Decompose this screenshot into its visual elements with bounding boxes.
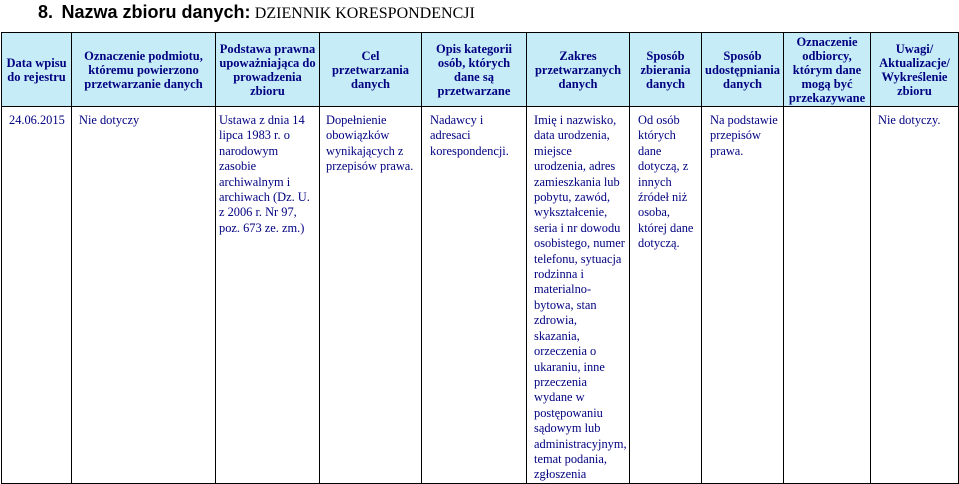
header-row — [2, 33, 959, 107]
cell-recipients — [784, 107, 871, 484]
section-number: 8. — [38, 2, 54, 22]
cell-purpose: Dopełnienie obowiązków wynikających z przepisów prawa. — [320, 107, 422, 484]
header-entry-date: Data wpisu do rejestru — [2, 33, 72, 107]
cell-data-scope: Imię i nazwisko, data urodzenia, miejsce urodzenia, adres zamieszkania lub pobytu, zawód, wykształcenie, seria i nr dowodu osobistego, numer telefonu, sytuacja rodzinna i materialno-bytowa, stan zdrowia, skazania, orzeczenia o ukaraniu, inne przeczenia wydane w postępowaniu sądowym lub administracyjnym, temat podania, zgłoszenia — [527, 107, 630, 484]
table-row — [2, 107, 959, 484]
cell-collection: Od osób których dane dotyczą, z innych źródeł niż osoba, której dane dotyczą. — [630, 107, 702, 484]
section-heading — [38, 2, 475, 24]
header-collection: Sposób zbierania danych — [630, 33, 702, 107]
cell-categories: Nadawcy i adresaci korespondencji. — [422, 107, 527, 484]
section-label: Nazwa zbioru danych: — [61, 2, 251, 22]
register-table — [1, 32, 959, 484]
header-data-scope: Zakres przetwarzanych danych — [527, 33, 630, 107]
cell-remarks: Nie dotyczy. — [871, 107, 959, 484]
cell-processor: Nie dotyczy — [72, 107, 216, 484]
header-processor: Oznaczenie podmiotu, któremu powierzono przetwarzanie danych — [72, 33, 216, 107]
header-recipients: Oznaczenie odbiorcy, którym dane mogą być przekazywane — [784, 33, 871, 107]
header-categories: Opis kategorii osób, których dane są przetwarzane — [422, 33, 527, 107]
cell-entry-date: 24.06.2015 — [2, 107, 72, 484]
header-purpose: Cel przetwarzania danych — [320, 33, 422, 107]
cell-disclosure: Na podstawie przepisów prawa. — [702, 107, 784, 484]
header-remarks: Uwagi/ Aktualizacje/ Wykreślenie zbioru — [871, 33, 959, 107]
header-disclosure: Sposób udostępniania danych — [702, 33, 784, 107]
cell-legal-basis: Ustawa z dnia 14 lipca 1983 r. o narodowym zasobie archiwalnym i archiwach (Dz. U. z 2006 r. Nr 97, poz. 673 ze. zm.) — [216, 107, 320, 484]
register-name: DZIENNIK KORESPONDENCJI — [254, 5, 475, 22]
header-legal-basis: Podstawa prawna upoważniająca do prowadzenia zbioru — [216, 33, 320, 107]
